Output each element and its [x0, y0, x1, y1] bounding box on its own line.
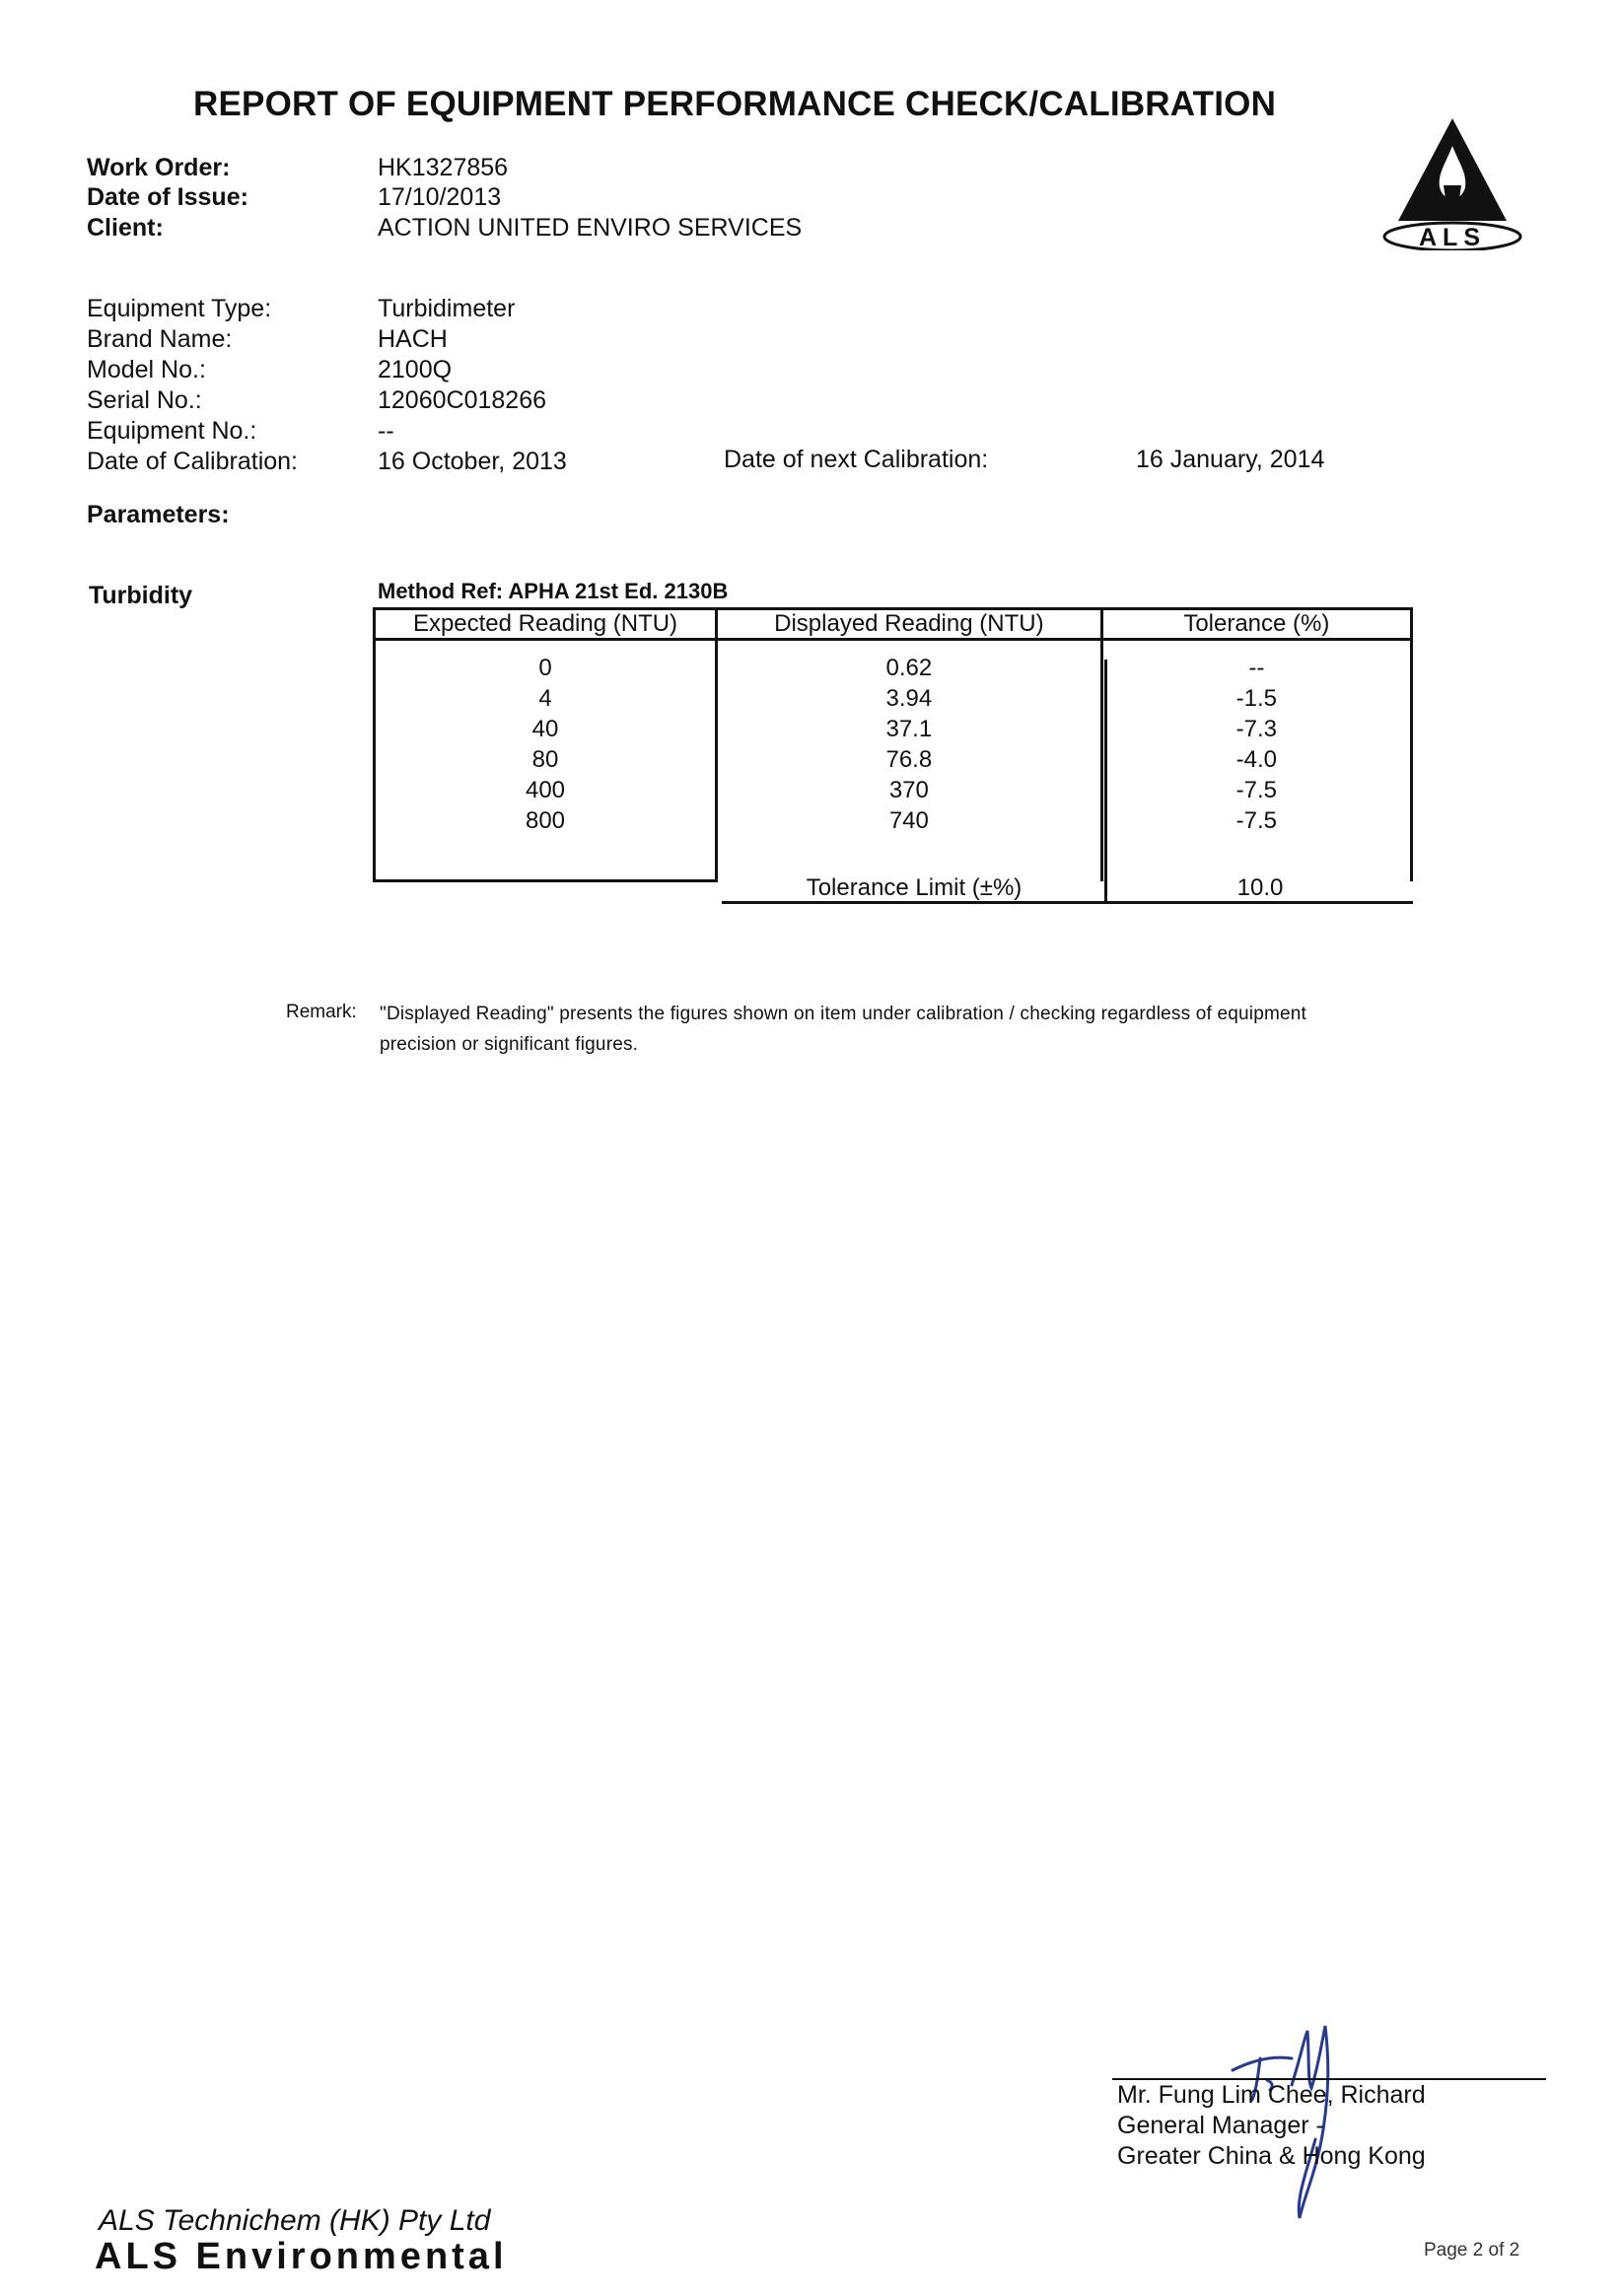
client-value: ACTION UNITED ENVIRO SERVICES	[378, 214, 803, 242]
displayed-readings-column: 0.62 3.94 37.1 76.8 370 740	[717, 640, 1102, 881]
table-header-row	[375, 609, 1412, 640]
remark-label: Remark:	[286, 1002, 357, 1022]
serial-no-label: Serial No.:	[87, 386, 202, 414]
equipment-type-label: Equipment Type:	[87, 295, 272, 322]
method-reference: Method Ref: APHA 21st Ed. 2130B	[378, 579, 729, 603]
next-calibration-label: Date of next Calibration:	[724, 446, 989, 473]
svg-text:ALS: ALS	[1419, 224, 1486, 250]
brand-name-value: HACH	[378, 325, 448, 353]
report-title: REPORT OF EQUIPMENT PERFORMANCE CHECK/CALIBRATION	[193, 85, 1277, 123]
calibration-date-value: 16 October, 2013	[378, 448, 567, 475]
header-displayed-reading: Displayed Reading (NTU)	[717, 609, 1102, 640]
parameters-heading: Parameters:	[87, 501, 230, 528]
page-number: Page 2 of 2	[1424, 2240, 1520, 2261]
brand-name-label: Brand Name:	[87, 325, 233, 353]
calibration-table	[373, 607, 1413, 882]
brand-text: ALS Environmental	[95, 2236, 508, 2275]
company-name: ALS Technichem (HK) Pty Ltd	[99, 2204, 491, 2237]
header-expected-reading: Expected Reading (NTU)	[375, 609, 717, 640]
work-order-value: HK1327856	[378, 154, 509, 181]
date-of-issue-value: 17/10/2013	[378, 183, 502, 211]
expected-readings-column: 0 4 40 80 400 800	[375, 640, 717, 881]
parameter-turbidity: Turbidity	[89, 582, 193, 609]
equipment-no-label: Equipment No.:	[87, 417, 257, 445]
tolerance-limit-label: Tolerance Limit (±%)	[806, 874, 1023, 901]
signatory-name: Mr. Fung Lim Chee, Richard	[1117, 2081, 1426, 2109]
als-environmental-logo	[95, 2236, 726, 2280]
equipment-no-value: --	[378, 417, 394, 445]
client-label: Client:	[87, 214, 164, 242]
signatory-region: Greater China & Hong Kong	[1117, 2142, 1426, 2170]
equipment-type-value: Turbidimeter	[378, 295, 516, 322]
signatory-position: General Manager -	[1117, 2112, 1324, 2139]
remark-text: "Displayed Reading" presents the figures shown on item under calibration / checking regardless of equipment precision or significant figures.	[380, 1004, 1307, 1055]
work-order-label: Work Order:	[87, 154, 231, 181]
table-divider	[1104, 660, 1107, 902]
signatory-block	[1117, 2080, 1426, 2172]
als-logo-icon	[1380, 116, 1524, 250]
serial-no-value: 12060C018266	[378, 386, 546, 414]
header-tolerance: Tolerance (%)	[1101, 609, 1411, 640]
calibration-date-label: Date of Calibration:	[87, 448, 299, 475]
next-calibration-value: 16 January, 2014	[1136, 446, 1325, 473]
table-values-row	[375, 640, 1412, 881]
tolerance-column: -- -1.5 -7.3 -4.0 -7.5 -7.5	[1101, 640, 1411, 881]
tolerance-limit-value: 10.0	[1236, 874, 1284, 901]
model-no-value: 2100Q	[378, 356, 453, 383]
model-no-label: Model No.:	[87, 356, 206, 383]
date-of-issue-label: Date of Issue:	[87, 183, 248, 211]
